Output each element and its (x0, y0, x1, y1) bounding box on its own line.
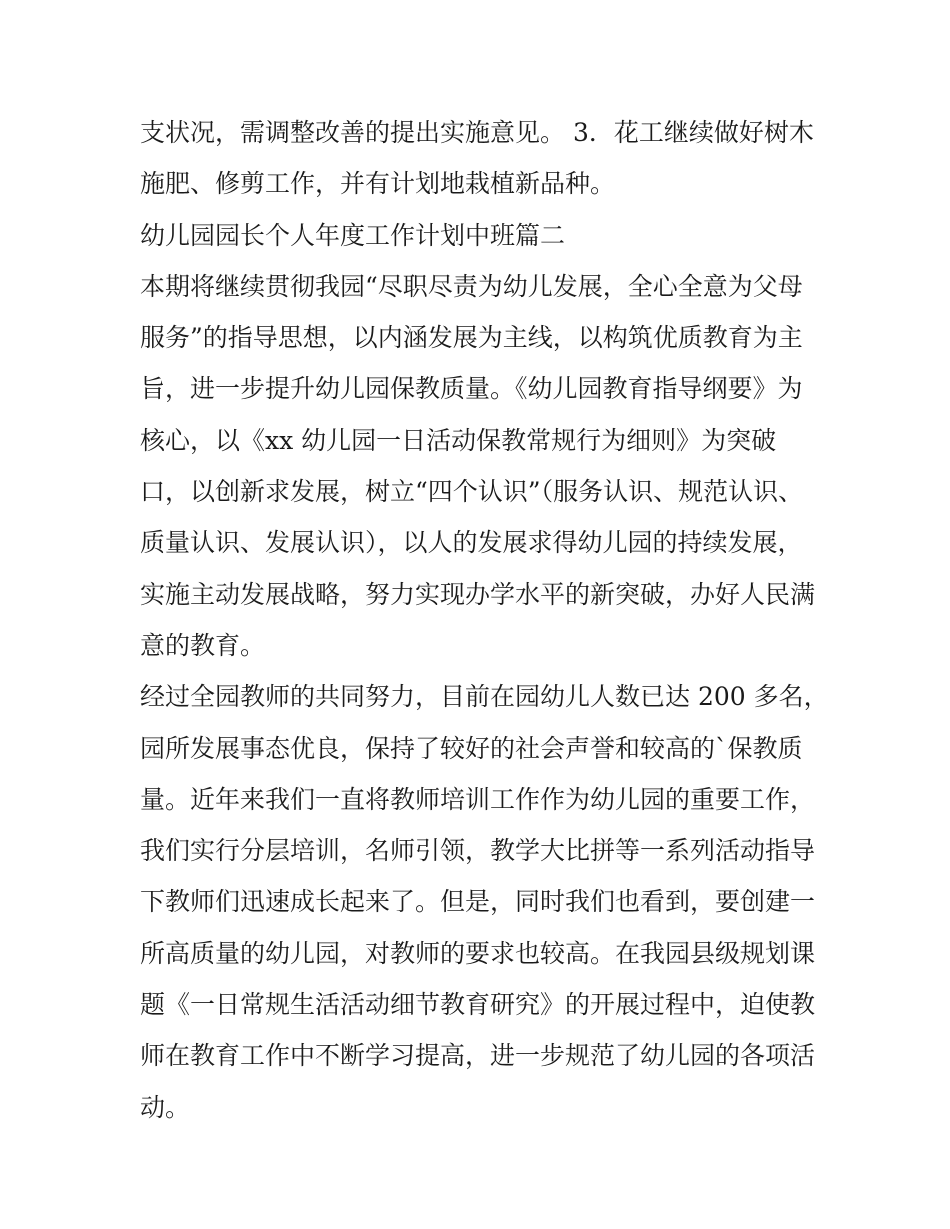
text-line: 施肥、修剪工作，并有计划地栽植新品种。 (140, 169, 616, 199)
text-line: 师在教育工作中不断学习提高，进一步规范了幼儿园的各项活 (140, 1041, 816, 1071)
text-line: 服务”的指导思想，以内涵发展为主线，以构筑优质教育为主 (140, 323, 803, 353)
text-line: 支状况，需调整改善的提出实施意见。 3．花工继续做好树木 (140, 118, 814, 147)
text-line: 所高质量的幼儿园，对教师的要求也较高。在我园县级规划课 (140, 938, 816, 968)
text-line: 实施主动发展战略，努力实现办学水平的新突破，办好人民满 (140, 579, 816, 609)
text-line: 下教师们迅速成长起来了。但是，同时我们也看到，要创建一 (140, 887, 816, 917)
text-line: 题《一日常规生活活动细节教育研究》的开展过程中，迫使教 (140, 990, 816, 1020)
text-line: 旨，进一步提升幼儿园保教质量。《幼儿园教育指导纲要》为 (140, 374, 803, 404)
document-body (140, 107, 829, 1133)
text-line: 园所发展事态优良，保持了较好的社会声誉和较高的`保教质 (140, 733, 803, 763)
text-line: 动。 (140, 1092, 191, 1122)
text-line: 本期将继续贯彻我园“尽职尽责为幼儿发展，全心全意为父母 (140, 271, 803, 301)
text-line: 质量认识、发展认识），以人的发展求得幼儿园的持续发展， (140, 528, 803, 558)
text-line: 意的教育。 (140, 630, 266, 660)
section-heading: 幼儿园园长个人年度工作计划中班篇二 (140, 220, 566, 250)
text-line: 经过全园教师的共同努力，目前在园幼儿人数已达 200 多名， (140, 682, 829, 712)
text-line: 口，以创新求发展，树立“四个认识”（服务认识、规范认识、 (140, 477, 804, 507)
text-line: 我们实行分层培训，名师引领，教学大比拼等一系列活动指导 (140, 836, 816, 866)
text-line: 核心，以《xx 幼儿园一日活动保教常规行为细则》为突破 (140, 425, 777, 455)
text-line: 量。近年来我们一直将教师培训工作作为幼儿园的重要工作， (140, 784, 816, 814)
